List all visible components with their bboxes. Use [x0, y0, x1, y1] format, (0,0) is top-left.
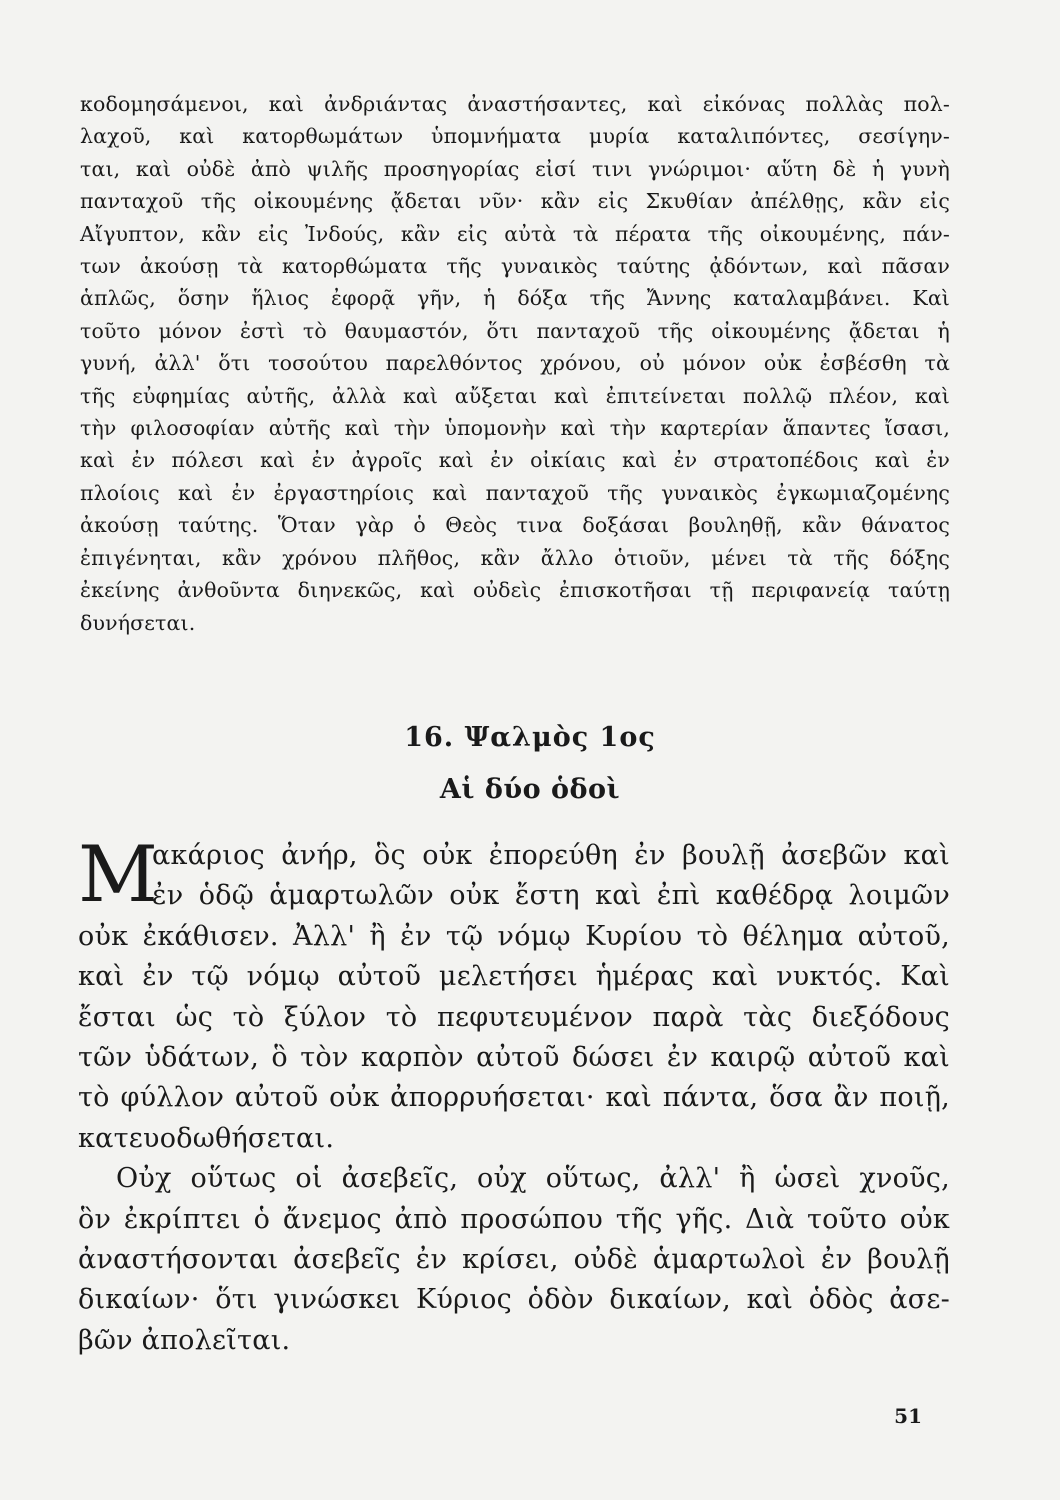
section-number-heading: 16. Ψαλμὸς 1ος: [404, 722, 656, 753]
prose-line: γυνή, ἀλλ' ὅτι τοσούτου παρελθόντος χρόνου, οὐ μόνον οὐκ ἐσβέσθη τὰ: [80, 351, 950, 376]
psalm-line: βῶν ἀπολεῖται.: [78, 1324, 291, 1356]
prose-line: Αἴγυπτον, κἂν εἰς Ἰνδούς, κἂν εἰς αὐτὰ τὰ πέρατα τῆς οἰκουμένης, πάν-: [80, 221, 950, 246]
psalm-text: [78, 830, 950, 1361]
prose-line: πανταχοῦ τῆς οἰκουμένης ᾄδεται νῦν· κἂν εἰς Σκυθίαν ἀπέλθῃς, κἂν εἰς: [80, 189, 950, 214]
prose-line: πλοίοις καὶ ἐν ἐργαστηρίοις καὶ πανταχοῦ τῆς γυναικὸς ἐγκωμιαζομένης: [80, 480, 950, 505]
psalm-line: Οὐχ οὕτως οἱ ἀσεβεῖς, οὐχ οὕτως, ἀλλ' ἢ ὡσεὶ χνοῦς,: [116, 1163, 950, 1195]
prose-line: τοῦτο μόνον ἐστὶ τὸ θαυμαστόν, ὅτι πανταχοῦ τῆς οἰκουμένης ᾄδεται ἡ: [80, 318, 950, 343]
psalm-line: οὐκ ἐκάθισεν. Ἀλλ' ἢ ἐν τῷ νόμῳ Κυρίου τὸ θέλημα αὐτοῦ,: [78, 920, 950, 952]
psalm-line: ἔσται ὡς τὸ ξύλον τὸ πεφυτευμένον παρὰ τὰς διεξόδους: [78, 1001, 950, 1033]
prose-line: δυνήσεται.: [80, 610, 196, 635]
drop-cap: M: [78, 830, 159, 920]
prose-line: των ἀκούσῃ τὰ κατορθώματα τῆς γυναικὸς ταύτης ᾀδόντων, καὶ πᾶσαν: [80, 254, 950, 279]
prose-block: [80, 88, 950, 639]
psalm-line: καὶ ἐν τῷ νόμῳ αὐτοῦ μελετήσει ἡμέρας καὶ νυκτός. Καὶ: [78, 961, 950, 993]
psalm-line: τὸ φύλλον αὐτοῦ οὐκ ἀπορρυήσεται· καὶ πάντα, ὅσα ἂν ποιῇ,: [78, 1082, 950, 1114]
prose-line: κοδομησάμενοι, καὶ ἀνδριάντας ἀναστήσαντες, καὶ εἰκόνας πολλὰς πολ-: [80, 92, 950, 116]
prose-line: ἐκείνης ἀνθοῦντα διηνεκῶς, καὶ οὐδεὶς ἐπισκοτῆσαι τῇ περιφανείᾳ ταύτῃ: [80, 578, 950, 603]
psalm-line: ἐν ὁδῷ ἁμαρτωλῶν οὐκ ἔστη καὶ ἐπὶ καθέδρᾳ λοιμῶν: [152, 880, 950, 912]
psalm-line: ὃν ἐκρίπτει ὁ ἄνεμος ἀπὸ προσώπου τῆς γῆς. Διὰ τοῦτο οὐκ: [78, 1203, 950, 1235]
section-title: Αἱ δύο ὁδοὶ: [439, 774, 621, 805]
prose-line: τῆς εὐφημίας αὐτῆς, ἀλλὰ καὶ αὔξεται καὶ ἐπιτείνεται πολλῷ πλέον, καὶ: [80, 383, 950, 408]
psalm-line: ακάριος ἀνήρ, ὃς οὐκ ἐπορεύθη ἐν βουλῇ ἀσεβῶν καὶ: [152, 840, 950, 871]
psalm-line: κατευοδωθήσεται.: [78, 1122, 335, 1154]
prose-line: τὴν φιλοσοφίαν αὐτῆς καὶ τὴν ὑπομονὴν καὶ τὴν καρτερίαν ἅπαντες ἴσασι,: [80, 416, 950, 441]
psalm-opening: [78, 830, 950, 920]
prose-line: λαχοῦ, καὶ κατορθωμάτων ὑπομνήματα μυρία καταλιπόντες, σεσίγην-: [80, 124, 950, 149]
prose-line: καὶ ἐν πόλεσι καὶ ἐν ἀγροῖς καὶ ἐν οἰκίαις καὶ ἐν στρατοπέδοις καὶ ἐν: [80, 448, 950, 473]
prose-line: ται, καὶ οὐδὲ ἀπὸ ψιλῆς προσηγορίας εἰσί τινι γνώριμοι· αὕτη δὲ ἡ γυνὴ: [80, 156, 950, 181]
psalm-line: ἀναστήσονται ἀσεβεῖς ἐν κρίσει, οὐδὲ ἁμαρτωλοὶ ἐν βουλῇ: [78, 1244, 950, 1276]
page-number: 51: [894, 1404, 922, 1428]
prose-line: ἁπλῶς, ὅσην ἥλιος ἐφορᾷ γῆν, ἡ δόξα τῆς Ἄννης καταλαμβάνει. Καὶ: [80, 286, 950, 311]
psalm-line: τῶν ὑδάτων, ὃ τὸν καρπὸν αὐτοῦ δώσει ἐν καιρῷ αὐτοῦ καὶ: [78, 1042, 950, 1074]
psalm-line: δικαίων· ὅτι γινώσκει Κύριος ὁδὸν δικαίων, καὶ ὁδὸς ἀσε-: [78, 1284, 950, 1316]
prose-line: ἀκούσῃ ταύτης. Ὅταν γὰρ ὁ Θεὸς τινα δοξάσαι βουληθῇ, κἂν θάνατος: [80, 513, 950, 538]
prose-line: ἐπιγένηται, κἂν χρόνου πλῆθος, κἂν ἄλλο ὁτιοῦν, μένει τὰ τῆς δόξης: [80, 545, 950, 570]
